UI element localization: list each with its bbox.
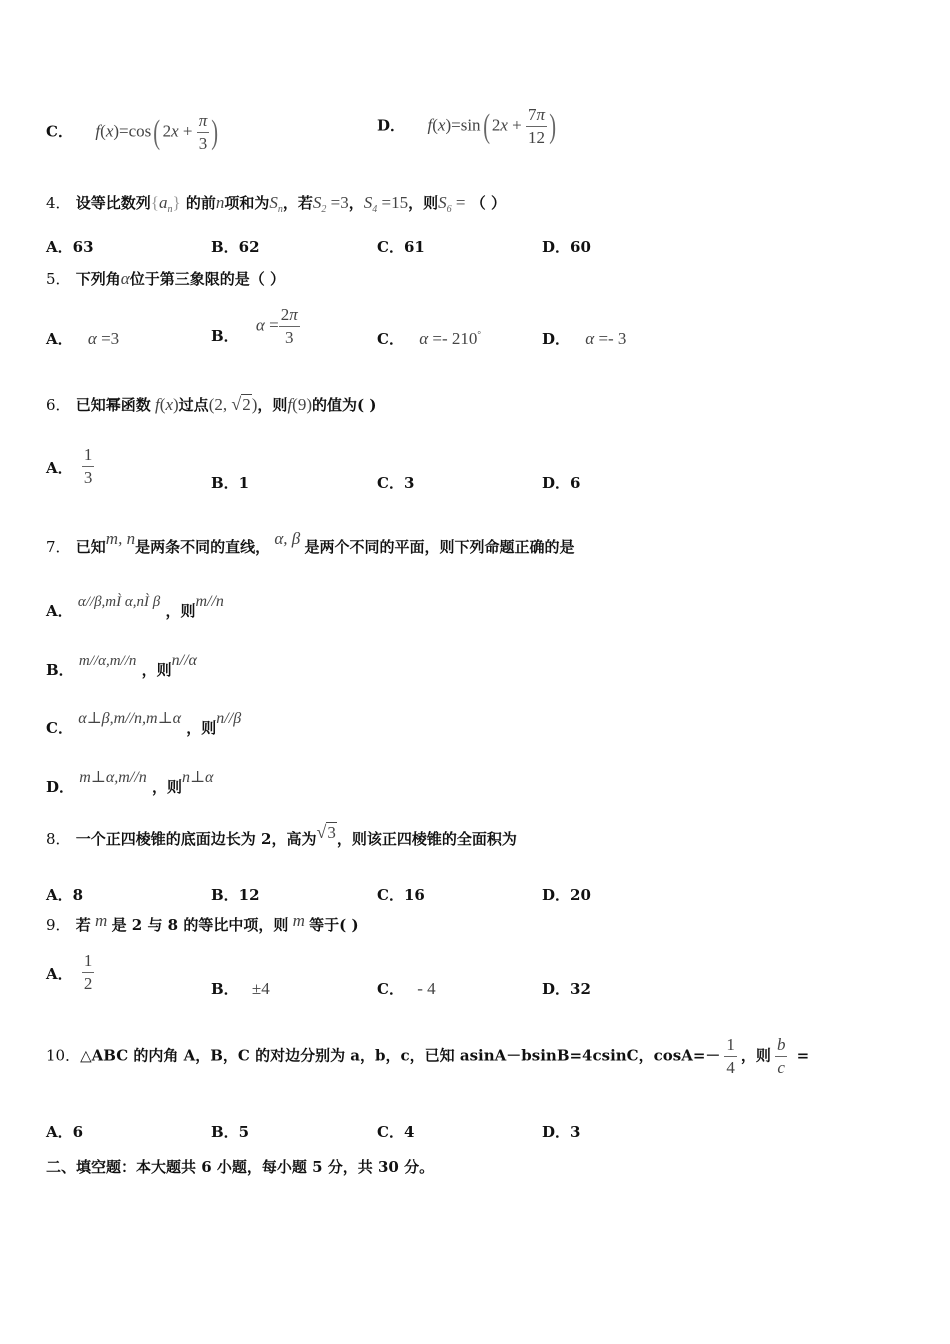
option-text: ，则 (165, 602, 196, 620)
question-text: ，若 (282, 194, 313, 212)
q6-option-b: B．1 (211, 474, 250, 492)
question-text: 位于第三象限的是（ ） (129, 270, 285, 288)
question-text: ，则 (740, 1046, 771, 1065)
question-text: （ ） (470, 194, 506, 212)
question-9: 9． 若 m 是 2 与 8 的等比中项，则 m 等于( ) (46, 911, 359, 934)
question-text: 过点 (178, 396, 209, 414)
q7-option-b (46, 649, 197, 679)
question-text: 若 (75, 916, 91, 934)
question-text: ，则 (408, 194, 439, 212)
option-label: D． (377, 116, 406, 135)
question-text: 一个正四棱锥的底面边长为 2，高为 (75, 830, 317, 848)
q9-option-c (377, 978, 436, 999)
option-label: C． (377, 330, 404, 348)
option-result: n//α (171, 652, 197, 669)
q4-option-a: A．63 (46, 238, 94, 256)
question-text: 的值为( ) (312, 396, 377, 414)
q6-option-c: C．3 (377, 474, 415, 492)
option-expr: - 4 (417, 979, 436, 998)
question-number: 10． (46, 1046, 81, 1065)
option-label: A． (46, 458, 73, 477)
fraction-denominator: c (777, 1058, 785, 1077)
q10-option-b: B．5 (211, 1123, 250, 1141)
question-text: 设等比数列 (75, 194, 151, 212)
question-number: 4． (46, 194, 71, 212)
q5-option-a: A． α =3 (46, 329, 120, 348)
option-label: B． (46, 661, 74, 679)
question-number: 8． (46, 830, 71, 848)
option-condition: α//β,mÌ α,nÌ β (77, 594, 161, 610)
q3-option-c: C． f(x)=cos( 2x + $\frac{\pi}{3}$ ) (46, 111, 219, 153)
q9-option-d: D．32 (542, 980, 591, 998)
q5-option-b: B． α = $\frac{2\pi}{3}$ (211, 305, 298, 347)
question-text: 的前 (185, 194, 216, 212)
question-8: 8． 一个正四棱锥的底面边长为 2，高为√3，则该正四棱锥的全面积为 (46, 822, 517, 848)
q7-option-d (46, 766, 214, 796)
fraction-denominator: 3 (83, 468, 93, 487)
option-text: ，则 (151, 778, 182, 796)
question-text: 项和为 (224, 194, 270, 212)
option-label: A． (46, 964, 73, 983)
option-label: D． (542, 330, 571, 348)
q7-option-a (46, 590, 224, 620)
question-text: ， (348, 194, 364, 212)
q4-option-c: C．61 (377, 238, 425, 256)
option-label: C． (377, 980, 404, 998)
q4-option-d: D．60 (542, 238, 591, 256)
q10-option-d: D．3 (542, 1123, 581, 1141)
option-result: n//β (216, 710, 242, 727)
fraction-numerator: 1 (82, 952, 95, 973)
q6-option-d: D．6 (542, 474, 581, 492)
q8-option-d: D．20 (542, 886, 591, 904)
option-condition: m⊥α,m//n (79, 769, 147, 786)
question-text: 是 2 与 8 的等比中项，则 (111, 916, 289, 934)
section-heading: 二、填空题：本大题共 6 小题，每小题 5 分，共 30 分。 (46, 1158, 435, 1176)
question-10 (46, 1036, 809, 1077)
option-label: B． (211, 326, 239, 345)
question-number: 5． (46, 270, 71, 288)
option-label: C． (46, 719, 73, 737)
question-number: 7． (46, 538, 71, 556)
question-text: 等于( ) (309, 916, 359, 934)
option-expr: ±4 (251, 979, 270, 998)
q10-option-c: C．4 (377, 1123, 415, 1141)
fraction-denominator: 2 (83, 974, 93, 993)
fraction-numerator: b (775, 1036, 788, 1057)
option-text: ，则 (186, 719, 217, 737)
q6-option-a (46, 446, 94, 487)
q3-option-d-expr: f (427, 115, 433, 135)
question-text: 已知幂函数 (75, 396, 151, 414)
question-4: 4． 设等比数列$\{a_n\}$ 的前n项和为$S_n$，若$S_2 =3$，$S_4 =15$，则$S_6$ = （ ） (46, 193, 506, 215)
question-text: = (791, 1046, 810, 1065)
q8-option-a: A．8 (46, 886, 84, 904)
question-text: △ABC 的内角 A，B，C 的对边分别为 a，b，c，已知 asinA－bsinB=4csinC，cosA=－ (80, 1046, 721, 1065)
q7-option-c (46, 707, 242, 737)
question-number: 9． (46, 916, 71, 934)
option-label: A． (46, 602, 73, 620)
q9-option-b (211, 978, 270, 999)
question-7: 7． 已知m, n是两条不同的直线， α, β 是两个不同的平面，则下列命题正确的是 (46, 529, 575, 556)
q3-option-c-expr: f (95, 121, 101, 141)
q8-option-b: B．12 (211, 886, 260, 904)
q5-option-d: D． α =- 3 (542, 329, 627, 348)
question-text: 是两条不同的直线， (135, 538, 271, 556)
option-result: m//n (195, 593, 224, 610)
question-text: ，则该正四棱锥的全面积为 (336, 830, 517, 848)
option-text: ，则 (141, 661, 172, 679)
fraction-numerator: 1 (724, 1036, 737, 1057)
q8-option-c: C．16 (377, 886, 425, 904)
question-text: 已知 (75, 538, 106, 556)
option-condition: m//α,m//n (78, 653, 137, 669)
question-text: 是两个不同的平面，则下列命题正确的是 (304, 538, 575, 556)
question-number: 6． (46, 396, 71, 414)
option-label: A． (46, 330, 73, 348)
question-6: 6． 已知幂函数 f(x)过点(2, √2)，则f(9)的值为( ) (46, 394, 377, 414)
question-text: ，则 (257, 396, 288, 414)
q10-option-a: A．6 (46, 1123, 84, 1141)
fraction-denominator: 4 (726, 1058, 735, 1077)
option-label: D． (46, 778, 75, 796)
q3-option-d: D． f(x)=sin( 2x + $\frac{7\pi}{12}$ ) (377, 105, 557, 147)
q5-option-c: C． α =- 210° (377, 329, 481, 348)
q4-option-b: B．62 (211, 238, 260, 256)
question-text: 下列角 (75, 270, 121, 288)
question-5: 5． 下列角α位于第三象限的是（ ） (46, 269, 285, 288)
option-condition: α⊥β,m//n,m⊥α (78, 710, 182, 727)
option-label: B． (211, 980, 239, 998)
option-label: C． (46, 122, 73, 141)
fraction-numerator: 1 (82, 446, 95, 467)
option-result: n⊥α (181, 769, 214, 786)
q9-option-a (46, 952, 94, 993)
